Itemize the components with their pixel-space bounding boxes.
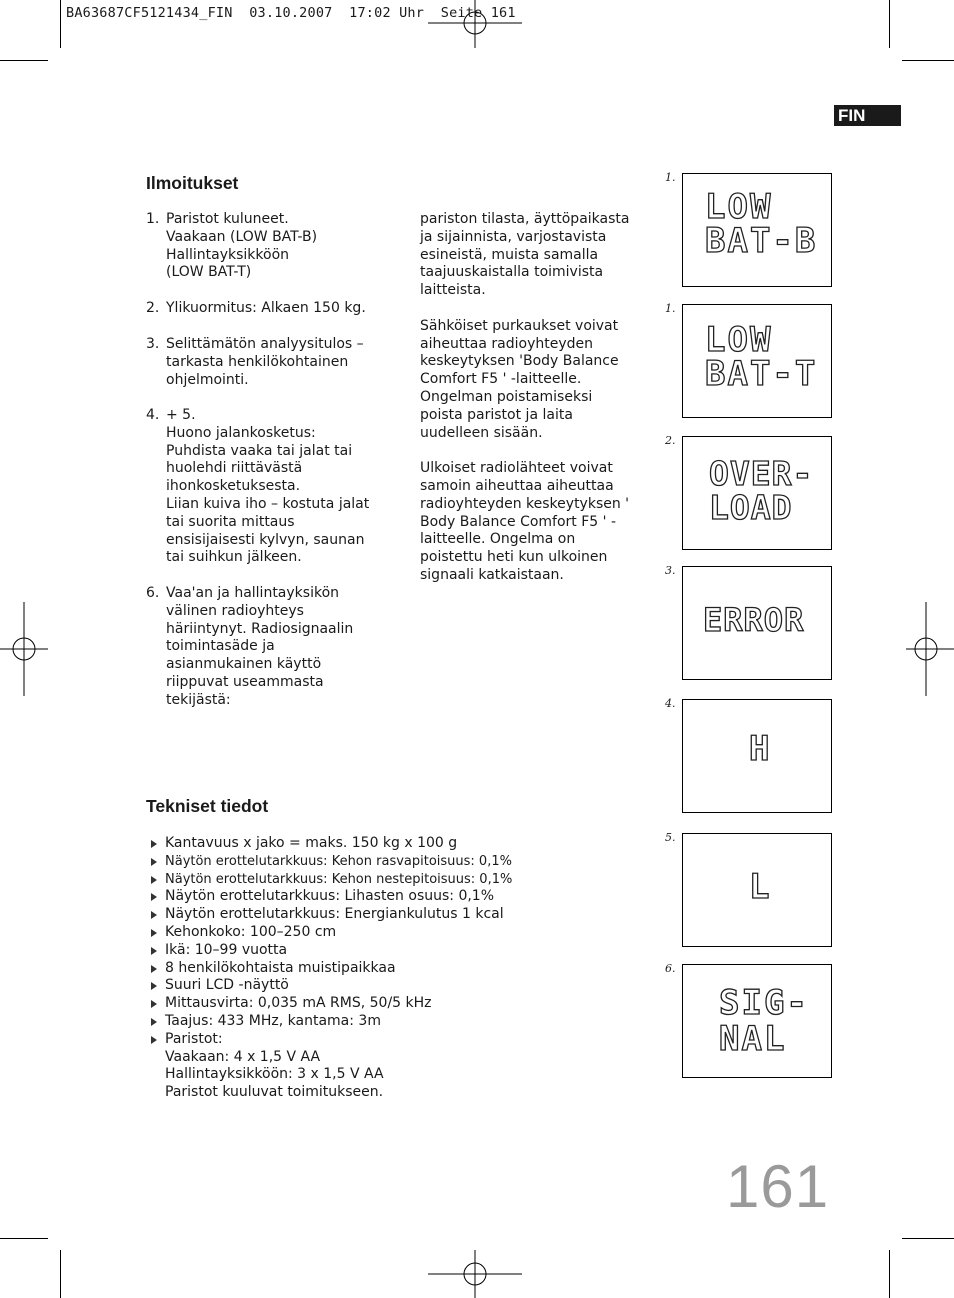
bullet-arrow-icon [151,876,157,884]
lcd-readout: SIG- NAL [719,983,809,1059]
lcd-display-panel [682,964,832,1078]
bullet-arrow-icon [151,929,157,937]
spec-text: Ikä: 10–99 vuotta [165,941,288,958]
spec-text: 8 henkilökohtaista muistipaikkaa [165,959,396,976]
figure-label: 1. [665,302,676,315]
bullet-arrow-icon [151,1000,157,1008]
figure-label: 2. [665,434,676,447]
spec-text: Näytön erottelutarkkuus: Lihasten osuus: 0,1% [165,888,495,905]
spec-text: Suuri LCD -näyttö [165,977,289,994]
bullet-arrow-icon [151,947,157,955]
lcd-readout: L [749,867,772,907]
lcd-readout: ERROR [703,601,805,639]
section-title-ilmoitukset: Ilmoitukset [146,173,239,193]
language-tab: FIN [834,105,901,126]
figure-label: 5. [665,831,676,844]
item-text: Vaa'an ja hallintayksikön välinen radioyhteys häriintynyt. Radiosignaalin toimintasäde ja asianmukainen käyttö riippuvat useammasta tekijästä: [166,585,354,708]
spec-text: Näytön erottelutarkkuus: Kehon rasvapitoisuus: 0,1% [165,853,512,869]
item-number: 6. [146,585,160,601]
spec-text: Kantavuus x jako = maks. 150 kg x 100 g [165,835,458,851]
item-text: Ylikuormitus: Alkaen 150 kg. [166,300,366,316]
bullet-arrow-icon [151,965,157,973]
figure-label: 3. [665,564,676,577]
print-slug: BA63687CF5121434_FIN 03.10.2007 17:02 Uhr Seite 161 [66,5,516,21]
figure-label: 1. [665,171,676,184]
spec-text: Paristot: Vaakaan: 4 x 1,5 V AA Hallintayksikköön: 3 x 1,5 V AA Paristot kuuluvat toimitukseen. [165,1030,384,1101]
item-number: 4. [146,407,160,423]
lcd-readout: LOW BAT-T [705,320,818,394]
bullet-arrow-icon [151,840,157,848]
item-number: 2. [146,300,160,316]
section-title-tekniset-tiedot: Tekniset tiedot [146,796,269,816]
spec-text: Mittausvirta: 0,035 mA RMS, 50/5 kHz [165,995,432,1012]
bullet-arrow-icon [151,893,157,901]
lcd-display-panel [682,304,832,418]
lcd-display-panel [682,436,832,550]
item-text: Selittämätön analyysitulos – tarkasta henkilökohtainen ohjelmointi. [166,336,364,388]
lcd-display-panel [682,699,832,813]
spec-text: Näytön erottelutarkkuus: Kehon nestepitoisuus: 0,1% [165,871,513,887]
item-text: Paristot kuluneet. Vaakaan (LOW BAT-B) Hallintayksikköön (LOW BAT-T) [166,211,318,281]
spec-text: Näytön erottelutarkkuus: Energiankulutus 1 kcal [165,906,504,923]
bullet-arrow-icon [151,1018,157,1026]
item-number: 1. [146,211,160,227]
item-number: 3. [146,336,160,352]
spec-text: Taajus: 433 MHz, kantama: 3m [165,1012,381,1029]
item-text: + 5. Huono jalankosketus: Puhdista vaaka tai jalat tai huolehdi riittävästä ihonkosketuksesta. Liian kuiva iho – kostuta jalat tai suorita mittaus ensisijaisesti kylvyn, saunan tai suihkun jälkeen. [166,407,370,566]
bullet-arrow-icon [151,1036,157,1044]
bullet-arrow-icon [151,858,157,866]
lcd-display-panel [682,173,832,287]
spec-text: Kehonkoko: 100–250 cm [165,923,337,940]
bullet-arrow-icon [151,982,157,990]
figure-label: 6. [665,962,676,975]
lcd-readout: H [749,729,772,769]
figure-label: 4. [665,697,676,710]
lcd-readout: OVER- LOAD [709,454,814,527]
continuation-column: pariston tilasta, äyttöpaikasta ja sijainnista, varjostavista esineistä, muista samalla taajuuskaistalla toimivista laitteista. Sähköiset purkaukset voivat aiheuttaa radioyhteyden keskeytyksen 'Body Balance Comfort F5 ' -laitteelle. Ongelman poistamiseksi poista paristot ja laita uudelleen sisään. Ulkoiset radiolähteet voivat samoin aiheuttaa aiheuttaa radioyhteyden keskeytyksen ' Body Balance Comfort F5 ' - laitteelle. Ongelma on poistettu heti kun ulkoinen signaali katkaistaan. [420,211,630,583]
lcd-display-panel [682,833,832,947]
lcd-readout: LOW BAT-B [705,187,818,261]
page-number: 161 [726,1153,830,1220]
lcd-display-panel [682,566,832,680]
bullet-arrow-icon [151,911,157,919]
